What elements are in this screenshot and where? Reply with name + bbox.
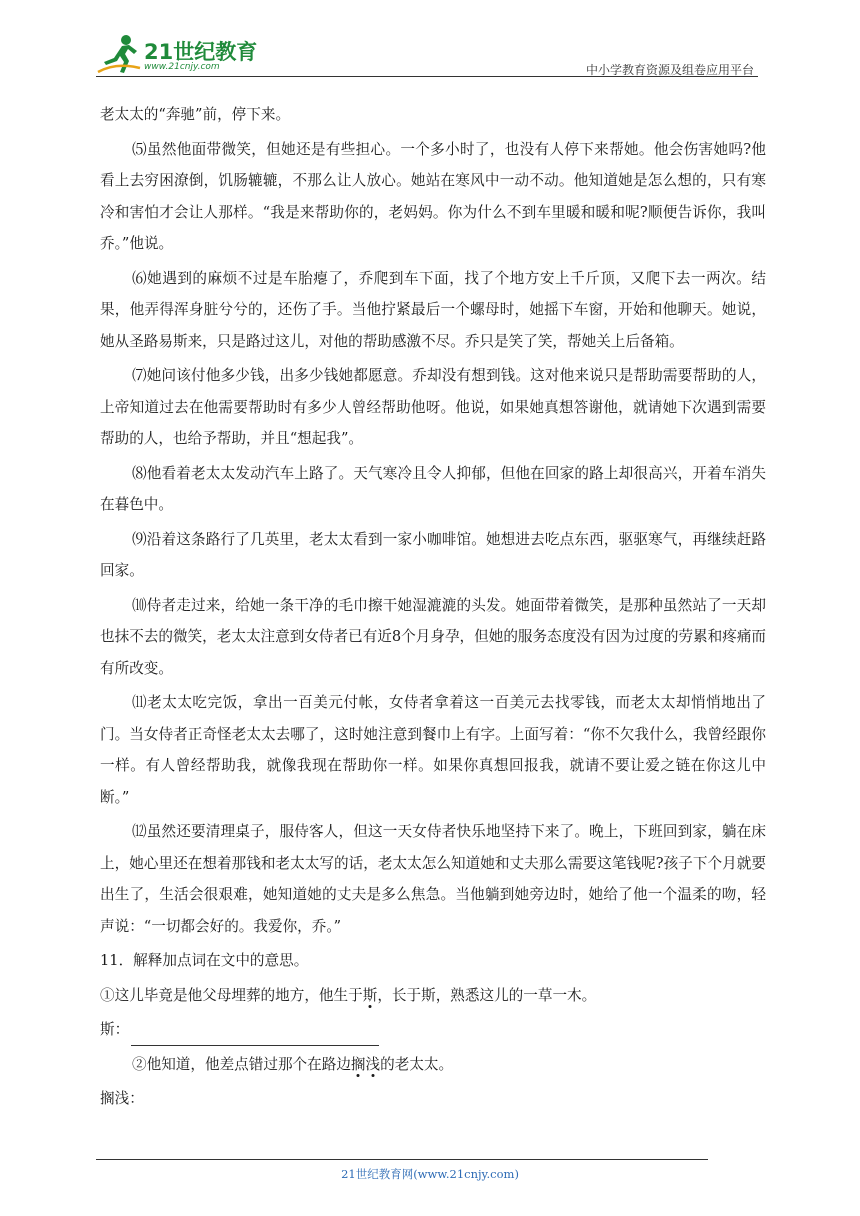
paragraph: ⑽侍者走过来，给她一条干净的毛巾擦干她湿漉漉的头发。她面带着微笑，是那种虽然站了一天却也抹不去的微笑，老太太注意到女侍者已有近8个月身孕，但她的服务态度没有因为过度的劳累和疼痛而有所改变。 [100, 596, 767, 677]
answer-label: 搁浅： [100, 1090, 144, 1107]
answer-label: 斯： [100, 1021, 130, 1038]
paragraph: ⑾老太太吃完饭，拿出一百美元付帐，女侍者拿着这一百美元去找零钱，而老太太却悄悄地出了门。当女侍者正奇怪老太太去哪了，这时她注意到餐巾上有字。上面写着：“你不欠我什么，我曾经跟你一样。有人曾经帮助我，就像我现在帮助你一样。如果你真想回报我，就请不要让爱之链在你这儿中断。” [100, 694, 766, 806]
footer-divider [96, 1159, 708, 1160]
article-body [100, 99, 766, 1118]
question-item-text: 的老太太。 [380, 1055, 454, 1073]
paragraph: ⑺她问该付他多少钱，出多少钱她都愿意。乔却没有想到钱。这对他来说只是帮助需要帮助的人，上帝知道过去在他需要帮助时有多少人曾经帮助他呀。他说，如果她真想答谢他，就请她下次遇到需要帮助的人，也给予帮助，并且“想起我”。 [100, 367, 766, 447]
header-divider [96, 76, 758, 77]
question-item-text: ②他知道，他差点错过那个在路边 [132, 1055, 351, 1073]
answer-blank[interactable] [131, 1025, 379, 1046]
dotted-word: 斯 [362, 986, 378, 1004]
page-footer: 21世纪教育网(www.21cnjy.com) [341, 1167, 519, 1181]
paragraph: ⑹她遇到的麻烦不过是车胎瘪了，乔爬到车下面，找了个地方安上千斤顶，又爬下去一两次。结果，他弄得浑身脏兮兮的，还伤了手。当他拧紧最后一个螺母时，她摇下车窗，开始和他聊天。她说，她从圣路易斯来，只是路过这儿，对他的帮助感激不尽。乔只是笑了笑，帮她关上后备箱。 [100, 269, 766, 350]
question-item-1 [100, 980, 766, 1012]
runner-logo-icon [96, 32, 144, 76]
question-item-2 [100, 1049, 766, 1081]
logo-brand-text: 21世纪教育 [144, 40, 258, 64]
answer-row-1 [100, 1014, 766, 1046]
dotted-word: 浅 [365, 1055, 381, 1073]
dotted-word: 搁 [350, 1055, 366, 1073]
paragraph: ⑸虽然他面带微笑，但她还是有些担心。一个多小时了，也没有人停下来帮她。他会伤害她吗?他看上去穷困潦倒，饥肠辘辘，不那么让人放心。她站在寒风中一动不动。他知道她是怎么想的，只有寒冷和害怕才会让人那样。“我是来帮助你的，老妈妈。你为什么不到车里暖和暖和呢?顺便告诉你，我叫乔。”他说。 [100, 140, 766, 252]
answer-row-2 [100, 1083, 766, 1115]
paragraph: ⑼沿着这条路行了几英里，老太太看到一家小咖啡馆。她想进去吃点东西，驱驱寒气，再继续赶路回家。 [100, 530, 766, 579]
logo-url-text: www.21cnjy.com [144, 62, 220, 72]
platform-name: 中小学教育资源及组卷应用平台 [585, 63, 754, 77]
page-header [0, 0, 860, 80]
site-logo [96, 32, 266, 80]
question-title: 11．解释加点词在文中的意思。 [100, 952, 309, 969]
paragraph: 老太太的“奔驰”前，停下来。 [100, 106, 291, 123]
paragraph: ⑻他看着老太太发动汽车上路了。天气寒冷且令人抑郁，但他在回家的路上却很高兴，开着车消失在暮色中。 [100, 464, 766, 513]
question-item-text: ，长于斯，熟悉这儿的一草一木。 [377, 986, 597, 1004]
paragraph: ⑿虽然还要清理桌子，服侍客人，但这一天女侍者快乐地坚持下来了。晚上，下班回到家，躺在床上，她心里还在想着那钱和老太太写的话，老太太怎么知道她和丈夫那么需要这笔钱呢?孩子下个月就要出生了，生活会很艰难，她知道她的丈夫是多么焦急。当他躺到她旁边时，她给了他一个温柔的吻，轻声说：“一切都会好的。我爱你，乔。” [100, 823, 766, 935]
question-item-text: ①这儿毕竟是他父母埋葬的地方，他生于 [100, 986, 363, 1004]
